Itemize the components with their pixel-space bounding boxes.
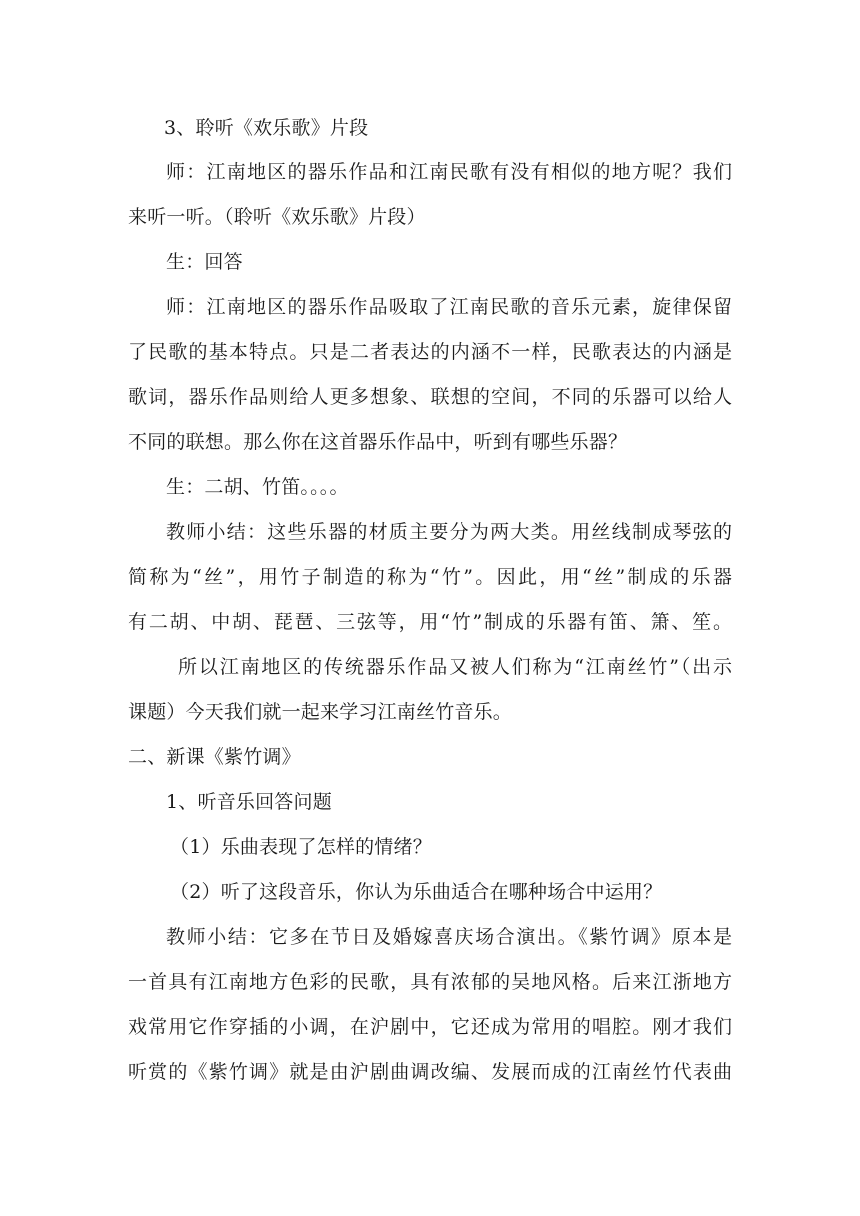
paragraph-line: 了民歌的基本特点。只是二者表达的内涵不一样，民歌表达的内涵是: [128, 341, 732, 363]
paragraph-line: 来听一听。（聆听《欢乐歌》片段）: [128, 206, 426, 228]
question-item: （2）听了这段音乐，你认为乐曲适合在哪种场合中运用？: [170, 881, 663, 903]
paragraph-line: 有二胡、中胡、琵琶、三弦等，用“竹”制成的乐器有笛、箫、笙。: [128, 611, 732, 633]
paragraph-line: 一首具有江南地方色彩的民歌，具有浓郁的吴地风格。后来江浙地方: [128, 971, 732, 993]
paragraph-line: 听赏的《紫竹调》就是由沪剧曲调改编、发展而成的江南丝竹代表曲: [128, 1061, 732, 1083]
paragraph-line: 不同的联想。那么你在这首器乐作品中，听到有哪些乐器？: [128, 431, 628, 453]
question-item: （1）乐曲表现了怎样的情绪？: [170, 836, 432, 858]
paragraph-line: 生：二胡、竹笛。。。。: [166, 476, 349, 498]
paragraph-line: 戏常用它作穿插的小调，在沪剧中，它还成为常用的唱腔。刚才我们: [128, 1016, 732, 1038]
paragraph-line: 所以江南地区的传统器乐作品又被人们称为“江南丝竹”（出示: [178, 656, 732, 678]
subsection-heading-listen-answer: 1、听音乐回答问题: [166, 791, 332, 813]
paragraph-line: 教师小结：这些乐器的材质主要分为两大类。用丝线制成琴弦的: [166, 521, 732, 543]
subsection-heading-listen-huanlege: 3、聆听《欢乐歌》片段: [164, 117, 369, 139]
section-heading-new-lesson: 二、新课《紫竹调》: [128, 746, 301, 768]
paragraph-line: 歌词，器乐作品则给人更多想象、联想的空间，不同的乐器可以给人: [128, 386, 732, 408]
paragraph-line: 教师小结：它多在节日及婚嫁喜庆场合演出。《紫竹调》原本是: [166, 926, 732, 948]
paragraph-line: 生：回答: [166, 251, 243, 273]
paragraph-line: 课题）今天我们就一起来学习江南丝竹音乐。: [128, 701, 513, 723]
paragraph-line: 师：江南地区的器乐作品吸取了江南民歌的音乐元素，旋律保留: [166, 296, 732, 318]
paragraph-line: 简称为“丝”，用竹子制造的称为“竹”。因此，用“丝”制成的乐器: [128, 566, 732, 588]
paragraph-line: 师：江南地区的器乐作品和江南民歌有没有相似的地方呢？我们: [166, 161, 732, 183]
